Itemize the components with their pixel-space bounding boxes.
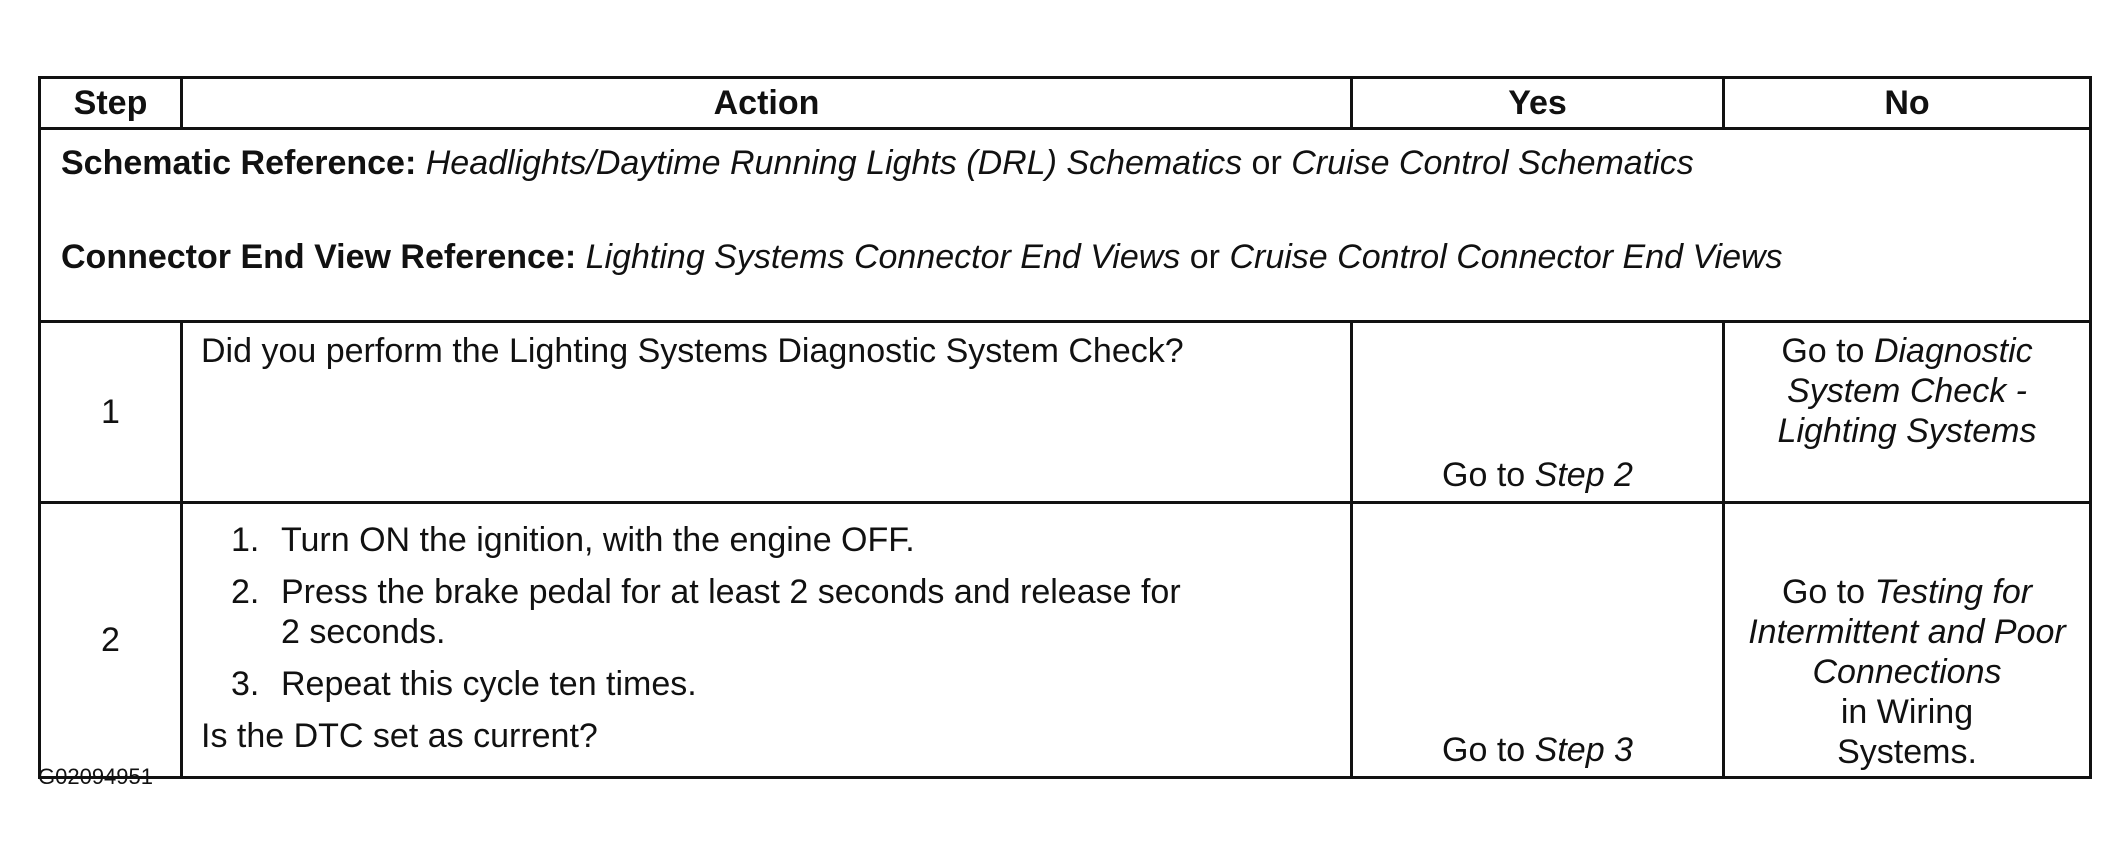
connector-reference-label: Connector End View Reference:	[61, 238, 577, 276]
no-text-line-4: in Wiring	[1840, 693, 1974, 731]
schematic-link-headlights[interactable]: Headlights/Daytime Running Lights (DRL) Schematics	[425, 144, 1243, 182]
connector-link-lighting[interactable]: Lighting Systems Connector End Views	[585, 238, 1181, 276]
header-action: Action	[182, 78, 1352, 129]
reference-cell	[40, 129, 2091, 322]
table-row	[40, 322, 2091, 503]
schematic-reference-label: Schematic Reference:	[61, 144, 417, 182]
header-step: Step	[40, 78, 182, 129]
step-number: 2	[40, 503, 182, 778]
connector-reference	[61, 234, 2069, 280]
list-item	[201, 520, 1332, 560]
schematic-link-cruise[interactable]: Cruise Control Schematics	[1291, 144, 1694, 182]
list-item	[201, 572, 1332, 652]
header-row	[40, 78, 2091, 129]
substep-text-continued: 2 seconds.	[281, 613, 446, 651]
schematic-or: or	[1251, 144, 1282, 182]
connector-or: or	[1189, 238, 1220, 276]
yes-link-step-2[interactable]: Step 2	[1534, 456, 1633, 494]
connector-link-cruise[interactable]: Cruise Control Connector End Views	[1229, 238, 1783, 276]
reference-row	[40, 129, 2091, 322]
no-link-line-2[interactable]: System Check -	[1787, 372, 2027, 410]
yes-prefix: Go to	[1442, 731, 1526, 769]
schematic-reference	[61, 140, 2069, 186]
step-action: Did you perform the Lighting Systems Diagnostic System Check?	[182, 322, 1352, 503]
figure-id-caption: G02094951	[38, 764, 153, 789]
step-number: 1	[40, 322, 182, 503]
step-question: Is the DTC set as current?	[201, 717, 598, 755]
yes-cell	[1352, 322, 1724, 503]
no-link-line-2[interactable]: Intermittent and Poor	[1748, 613, 2066, 651]
yes-cell	[1352, 503, 1724, 778]
header-yes: Yes	[1352, 78, 1724, 129]
step-action	[182, 503, 1352, 778]
substep-number: 2.	[231, 573, 260, 611]
no-prefix: Go to	[1781, 332, 1865, 370]
yes-prefix: Go to	[1442, 456, 1526, 494]
substep-number: 3.	[231, 665, 260, 703]
diagnostic-table	[38, 76, 2092, 779]
header-no: No	[1724, 78, 2091, 129]
substep-text: Turn ON the ignition, with the engine OFF.	[281, 521, 915, 559]
no-text-line-5: Systems.	[1837, 733, 1977, 771]
no-cell	[1724, 322, 2091, 503]
table-row	[40, 503, 2091, 778]
substep-text: Repeat this cycle ten times.	[281, 665, 697, 703]
substep-text: Press the brake pedal for at least 2 seconds and release for	[281, 573, 1181, 611]
no-link-line-1[interactable]: Diagnostic	[1873, 332, 2033, 370]
no-link-line-3[interactable]: Lighting Systems	[1777, 412, 2037, 450]
substep-list	[201, 520, 1332, 704]
no-link-line-3[interactable]: Connections	[1812, 653, 2002, 691]
no-prefix: Go to	[1781, 573, 1866, 611]
no-cell	[1724, 503, 2091, 778]
substep-number: 1.	[231, 521, 260, 559]
yes-link-step-3[interactable]: Step 3	[1534, 731, 1633, 769]
no-link-line-1[interactable]: Testing for	[1874, 573, 2033, 611]
list-item	[201, 664, 1332, 704]
